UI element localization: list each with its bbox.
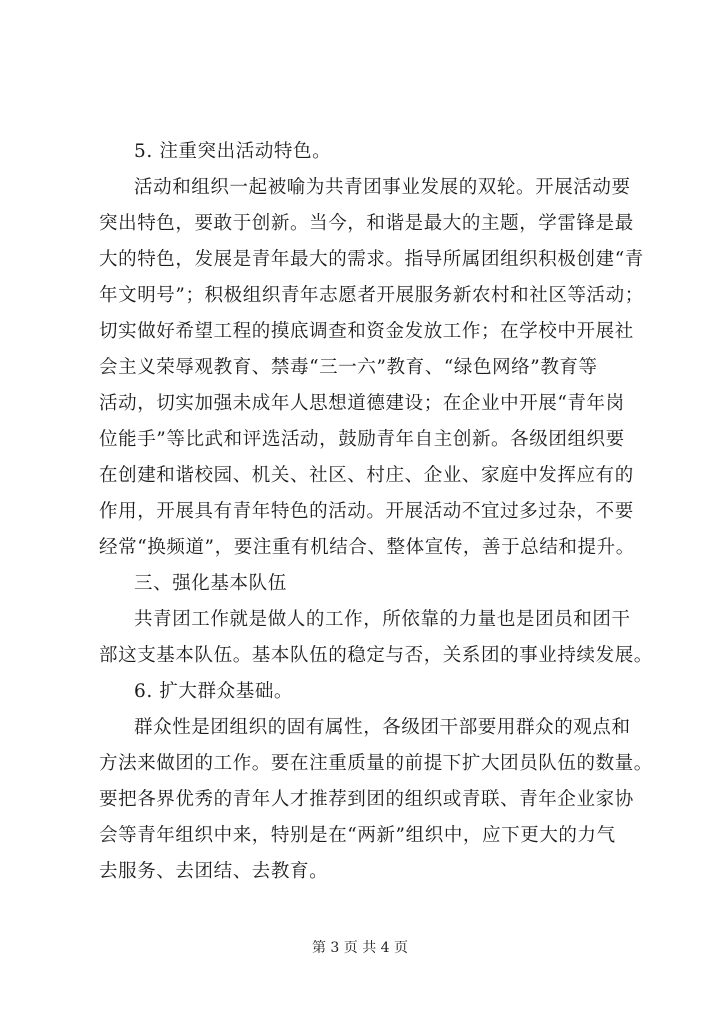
paragraph-line: 会等青年组织中来，特别是在“两新”组织中，应下更大的力气	[99, 825, 616, 846]
paragraph-line: 部这支基本队伍。基本队伍的稳定与否，关系团的事业持续发展。	[99, 645, 653, 666]
paragraph-line: 群众性是团组织的固有属性，各级团干部要用群众的观点和	[134, 717, 631, 738]
paragraph-line: 方法来做团的工作。要在注重质量的前提下扩大团员队伍的数量。	[99, 753, 653, 774]
page-footer: 第 3 页 共 4 页	[311, 940, 409, 956]
section-heading-3: 三、强化基本队伍	[134, 573, 287, 594]
paragraph-line: 年文明号”；积极组织青年志愿者开展服务新农村和社区等活动；	[99, 285, 644, 306]
heading-5: 5. 注重突出活动特色。	[134, 141, 332, 162]
paragraph-line: 位能手”等比武和评选活动，鼓励青年自主创新。各级团组织要	[99, 429, 625, 450]
paragraph-line: 切实做好希望工程的摸底调查和资金发放工作；在学校中开展社	[99, 321, 634, 342]
paragraph-line: 活动和组织一起被喻为共青团事业发展的双轮。开展活动要	[134, 177, 631, 198]
paragraph-line: 突出特色，要敢于创新。当今，和谐是最大的主题，学雷锋是最	[99, 213, 634, 234]
paragraph-line: 作用，开展具有青年特色的活动。开展活动不宜过多过杂，不要	[99, 501, 634, 522]
paragraph-line: 会主义荣辱观教育、禁毒“三一六”教育、“绿色网络”教育等	[99, 357, 598, 378]
paragraph-line: 共青团工作就是做人的工作，所依靠的力量也是团员和团干	[134, 609, 631, 630]
heading-6: 6. 扩大群众基础。	[134, 681, 294, 702]
paragraph-line: 经常“换频道”，要注重有机结合、整体宣传，善于总结和提升。	[99, 537, 635, 558]
paragraph-line: 在创建和谐校园、机关、社区、村庄、企业、家庭中发挥应有的	[99, 465, 634, 486]
paragraph-line: 要把各界优秀的青年人才推荐到团的组织或青联、青年企业家协	[99, 789, 634, 810]
paragraph-line: 大的特色，发展是青年最大的需求。指导所属团组织积极创建“青	[99, 249, 644, 270]
paragraph-line: 去服务、去团结、去教育。	[99, 861, 329, 882]
paragraph-line: 活动，切实加强未成年人思想道德建设；在企业中开展“青年岗	[99, 393, 625, 414]
